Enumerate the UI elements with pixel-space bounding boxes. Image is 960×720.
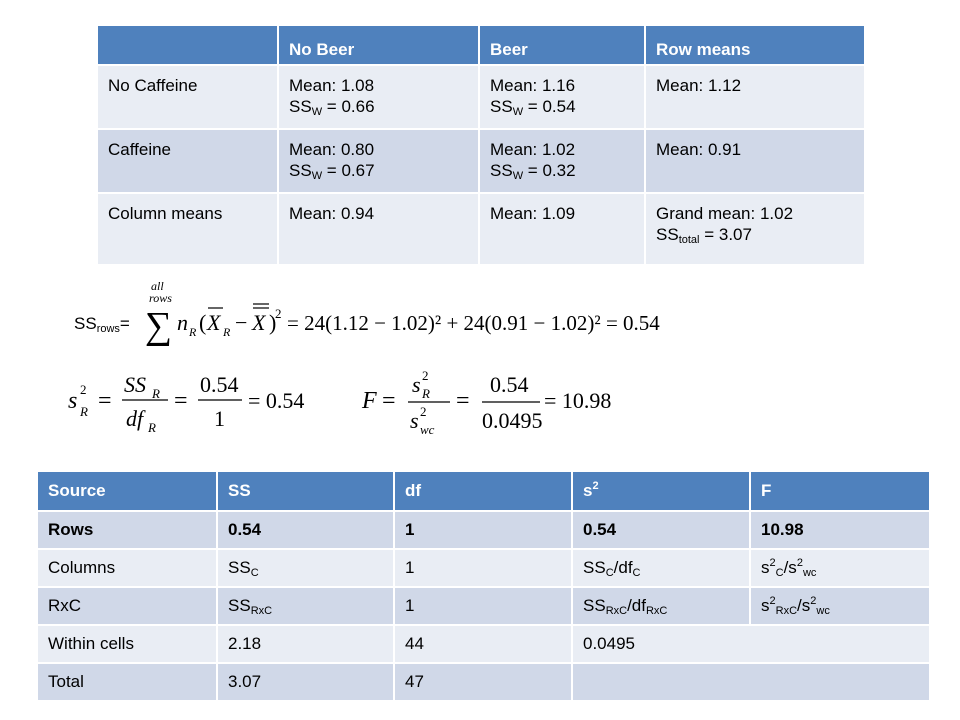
row-label: Caffeine	[97, 129, 278, 193]
svg-text:=: =	[98, 388, 112, 414]
f-denominator: 0.0495	[482, 408, 543, 433]
f-cell: $s^2_{RxC}/s^2_{wc}$	[750, 587, 930, 625]
source-cell: RxC	[37, 587, 217, 625]
var-numerator: 0.54	[200, 372, 239, 397]
row-label: No Caffeine	[97, 65, 278, 129]
df-cell: 1	[394, 587, 572, 625]
s2-cell: 0.54	[572, 511, 750, 549]
s2-cell	[572, 663, 930, 701]
row-mean: Mean: 1.12	[656, 76, 742, 95]
header-row	[97, 25, 865, 65]
svg-text:2: 2	[80, 382, 87, 397]
cell-means-table	[96, 24, 866, 266]
svg-text:F: F	[362, 388, 377, 414]
var-denominator: 1	[214, 406, 225, 431]
svg-text:s: s	[412, 372, 421, 397]
f-numerator: 0.54	[490, 372, 529, 397]
cell-mean: Mean: 1.16	[490, 76, 576, 95]
ss-cell: $SS_C$	[217, 549, 394, 587]
svg-text:2: 2	[275, 306, 282, 321]
svg-text:wc: wc	[420, 422, 435, 437]
f-cell: 10.98	[750, 511, 930, 549]
df-cell: 44	[394, 625, 572, 663]
table-row	[37, 549, 930, 587]
source-cell: Columns	[37, 549, 217, 587]
cell	[278, 65, 479, 129]
svg-text:s: s	[68, 388, 78, 414]
grand-mean-cell	[645, 193, 865, 265]
svg-text:SS: SS	[124, 372, 146, 397]
s2-cell: $SS_{RxC}/df_{RxC}$	[572, 587, 750, 625]
header-ss: SS	[217, 471, 394, 511]
anova-table	[36, 470, 931, 702]
header-beer: Beer	[479, 25, 645, 65]
n-r: n	[177, 310, 188, 335]
ss-total: $SS_{total} = 3.07$	[656, 225, 752, 246]
header-source: Source	[37, 471, 217, 511]
cell-ss: $SS_W = 0.32$	[490, 161, 576, 182]
s2-cell: $SS_C/df_C$	[572, 549, 750, 587]
grand-mean: Grand mean: 1.02	[656, 204, 794, 223]
svg-text:X: X	[207, 310, 221, 335]
cell-ss: $SS_W = 0.66$	[289, 97, 375, 118]
f-equation	[360, 362, 640, 442]
svg-text:R: R	[223, 325, 231, 339]
svg-text:R: R	[422, 386, 430, 401]
cell-mean: Mean: 0.80	[289, 140, 375, 159]
ss-rows-label: $SS_{rows}=$	[74, 314, 130, 335]
var-rows-equation	[66, 362, 326, 442]
svg-text:=: =	[456, 388, 470, 414]
ss-rows-equation	[145, 276, 665, 356]
f-value: = 10.98	[544, 388, 612, 413]
df-cell: 1	[394, 549, 572, 587]
cell	[645, 65, 865, 129]
svg-text:R: R	[152, 386, 160, 401]
header-row	[37, 471, 930, 511]
row-label: Column means	[97, 193, 278, 265]
sum-limit-all: all	[151, 279, 164, 293]
ss-cell: 0.54	[217, 511, 394, 549]
table-row	[97, 65, 865, 129]
cell-mean: Mean: 1.02	[490, 140, 576, 159]
table-row	[97, 193, 865, 265]
cell	[278, 129, 479, 193]
ss-rows-expression: = 24(1.12 − 1.02)² + 24(0.91 − 1.02)² = 0.54	[287, 311, 660, 335]
column-mean: Mean: 0.94	[278, 193, 479, 265]
table-row	[97, 129, 865, 193]
sum-limit-rows: rows	[149, 291, 172, 305]
table-row	[37, 587, 930, 625]
svg-text:−: −	[235, 310, 248, 335]
source-cell: Within cells	[37, 625, 217, 663]
header-df: df	[394, 471, 572, 511]
source-cell: Total	[37, 663, 217, 701]
header-row-means: Row means	[645, 25, 865, 65]
table-row	[37, 625, 930, 663]
svg-text:df: df	[126, 406, 144, 431]
var-rows-value: = 0.54	[248, 388, 305, 413]
df-cell: 1	[394, 511, 572, 549]
svg-text:(: (	[199, 310, 207, 335]
cell	[479, 65, 645, 129]
svg-text:=: =	[382, 388, 396, 414]
ss-cell: $SS_{RxC}$	[217, 587, 394, 625]
s2-cell: 0.0495	[572, 625, 930, 663]
svg-text:2: 2	[422, 368, 429, 383]
svg-text:s: s	[410, 408, 419, 433]
svg-text:X: X	[252, 310, 266, 335]
cell-ss: $SS_W = 0.67$	[289, 161, 375, 182]
table-row	[37, 663, 930, 701]
svg-text:R: R	[189, 325, 197, 339]
header-s2: $s^2$	[572, 471, 750, 511]
svg-text:): )	[269, 310, 277, 335]
header-no-beer: No Beer	[278, 25, 479, 65]
cell-ss: $SS_W = 0.54$	[490, 97, 576, 118]
cell	[645, 129, 865, 193]
df-cell: 47	[394, 663, 572, 701]
ss-cell: 3.07	[217, 663, 394, 701]
f-cell: $s^2_C/s^2_{wc}$	[750, 549, 930, 587]
svg-text:R: R	[148, 420, 156, 435]
row-mean: Mean: 0.91	[656, 140, 742, 159]
svg-text:R: R	[80, 404, 88, 419]
svg-text:=: =	[174, 388, 188, 414]
ss-cell: 2.18	[217, 625, 394, 663]
source-cell: Rows	[37, 511, 217, 549]
cell	[479, 129, 645, 193]
header-corner	[97, 25, 278, 65]
column-mean: Mean: 1.09	[479, 193, 645, 265]
header-f: F	[750, 471, 930, 511]
cell-mean: Mean: 1.08	[289, 76, 375, 95]
svg-text:2: 2	[420, 404, 427, 419]
sum-symbol: ∑	[145, 305, 173, 347]
table-row	[37, 511, 930, 549]
